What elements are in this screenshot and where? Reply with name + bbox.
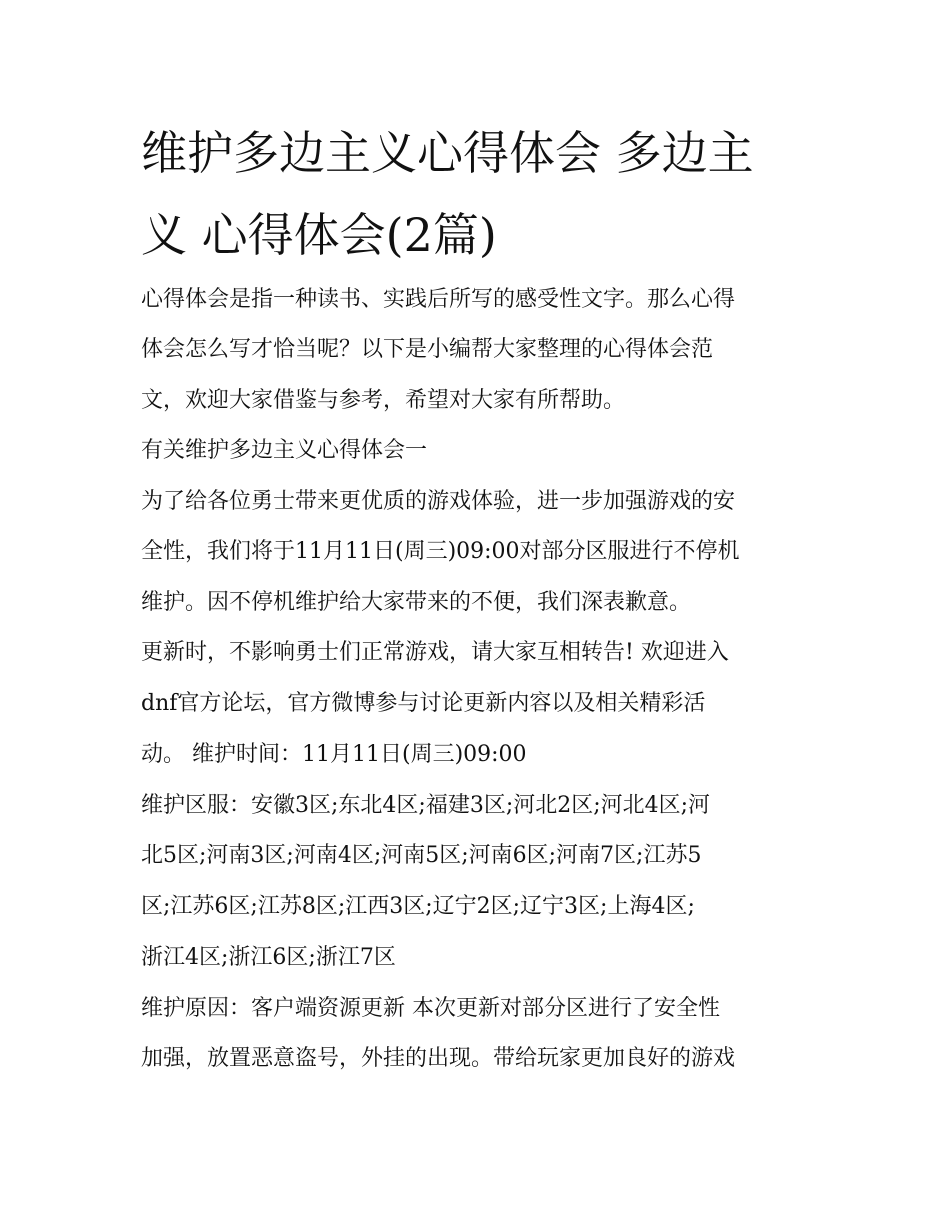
paragraph-line: 维护区服：安徽3区;东北4区;福建3区;河北2区;河北4区;河 <box>141 793 711 818</box>
title-line-2: 义 心得体会(2篇) <box>141 208 497 262</box>
paragraph-line: 更新时，不影响勇士们正常游戏，请大家互相转告! 欢迎进入 <box>141 640 729 665</box>
paragraph-line: 浙江4区;浙江6区;浙江7区 <box>141 945 396 970</box>
paragraph-line: 全性，我们将于11月11日(周三)09:00对部分区服进行不停机 <box>141 539 740 564</box>
document-page <box>141 0 813 1229</box>
intro-line-3: 文，欢迎大家借鉴与参考，希望对大家有所帮助。 <box>141 388 626 413</box>
section-heading: 有关维护多边主义心得体会一 <box>141 438 428 463</box>
intro-line-1: 心得体会是指一种读书、实践后所写的感受性文字。那么心得 <box>141 287 736 312</box>
paragraph-line: 动。 维护时间：11月11日(周三)09:00 <box>141 742 527 767</box>
paragraph-line: 加强，放置恶意盗号，外挂的出现。带给玩家更加良好的游戏 <box>141 1046 736 1071</box>
title-line-1: 维护多边主义心得体会 多边主 <box>141 126 754 180</box>
paragraph-line: 维护原因：客户端资源更新 本次更新对部分区进行了安全性 <box>141 996 720 1021</box>
document-title <box>141 112 813 276</box>
paragraph-line: 为了给各位勇士带来更优质的游戏体验，进一步加强游戏的安 <box>141 489 736 514</box>
paragraph-line: 北5区;河南3区;河南4区;河南5区;河南6区;河南7区;江苏5 <box>141 843 702 868</box>
paragraph-line: 维护。因不停机维护给大家带来的不便，我们深表歉意。 <box>141 590 692 615</box>
paragraph-line: 区;江苏6区;江苏8区;江西3区;辽宁2区;辽宁3区;上海4区; <box>141 894 695 919</box>
paragraph-line: dnf官方论坛，官方微博参与讨论更新内容以及相关精彩活 <box>141 691 706 716</box>
intro-line-2: 体会怎么写才恰当呢？以下是小编帮大家整理的心得体会范 <box>141 337 714 362</box>
